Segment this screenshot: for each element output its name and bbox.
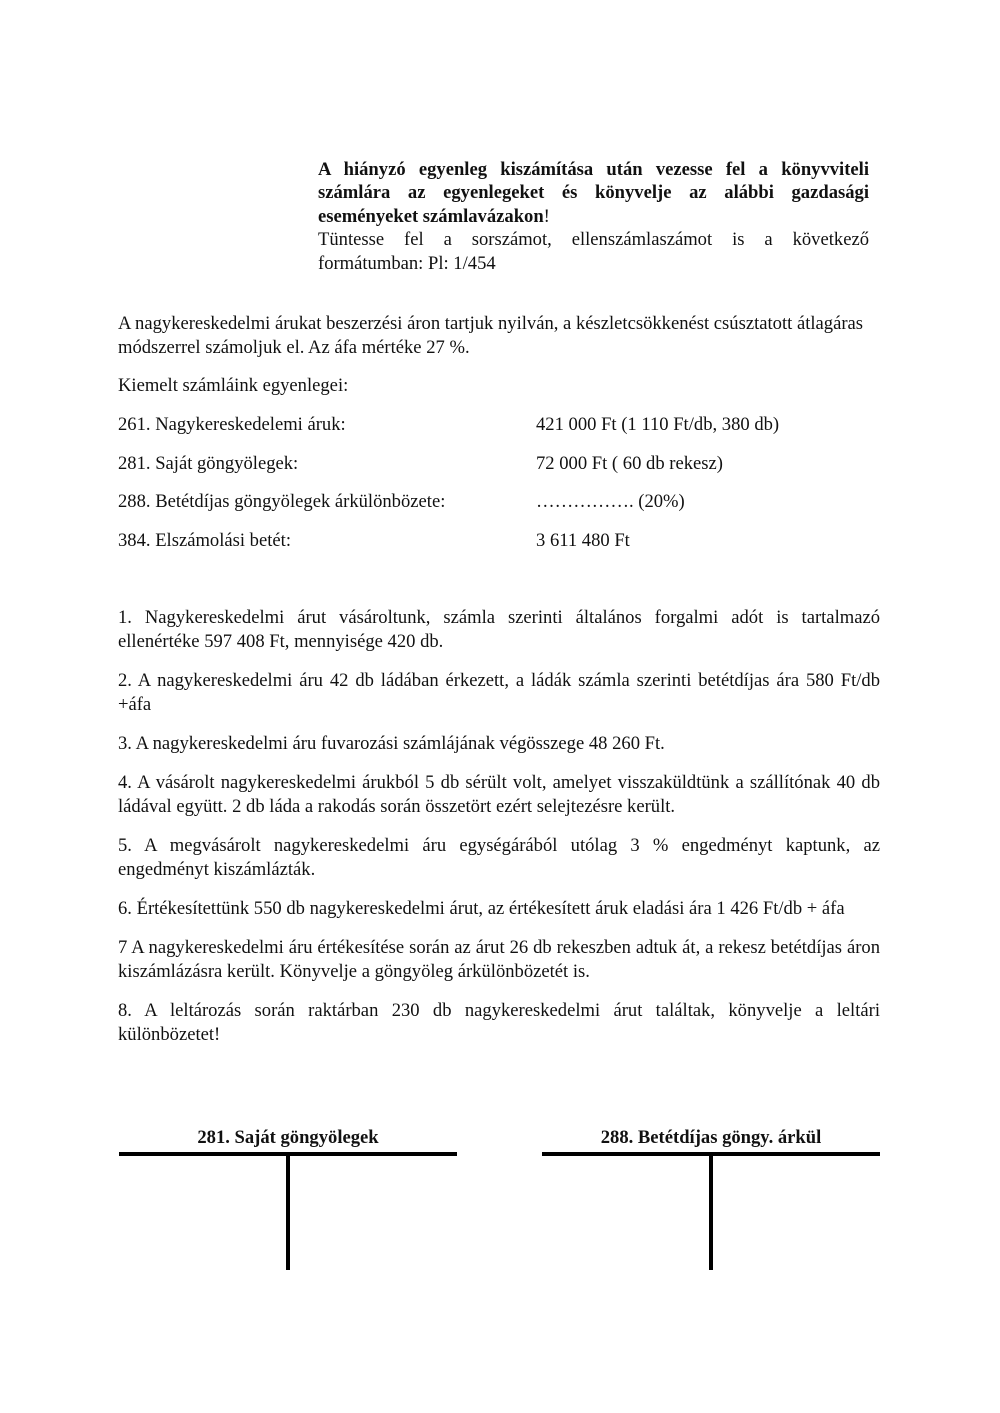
balance-account: 384. Elszámolási betét: — [118, 530, 291, 551]
balance-row — [118, 529, 878, 553]
t-account-title: 281. Saját göngyölegek — [197, 1127, 379, 1148]
event-item-5: 5. A megvásárolt nagykereskedelmi áru egységárából utólag 3 % engedményt kaptunk, az engedményt kiszámlázták. — [118, 835, 880, 880]
intro-paragraph — [118, 312, 888, 360]
event-item-7: 7 A nagykereskedelmi áru értékesítése során az árut 26 db rekeszben adtuk át, a rekesz betétdíjas áron kiszámlázásra került. Könyvelje a göngyöleg árkülönbözetét is. — [118, 937, 880, 982]
balance-account: 288. Betétdíjas göngyölegek árkülönbözete: — [118, 491, 446, 512]
instructions-bold-text: A hiányzó egyenleg kiszámítása után vezesse fel a könyvviteli számlára az egyenlegeket és könyvelje az alábbi gazdasági eseményeket számlavázakon — [318, 159, 869, 227]
event-item-2: 2. A nagykereskedelmi áru 42 db ládában érkezett, a ládák számla szerinti betétdíjas ára 580 Ft/db +áfa — [118, 670, 880, 715]
t-account-281 — [119, 1126, 457, 1272]
balance-row — [118, 452, 878, 476]
t-account-title: 288. Betétdíjas göngy. árkül — [600, 1127, 822, 1148]
event-item-6: 6. Értékesítettünk 550 db nagykereskedelmi árut, az értékesített áruk eladási ára 1 426 Ft/db + áfa — [118, 898, 845, 919]
balance-account: 261. Nagykereskedelemi áruk: — [118, 414, 346, 435]
instructions-format-note: Tüntesse fel a sorszámot, ellenszámlaszámot is a következő formátumban: Pl: 1/454 — [318, 229, 869, 274]
intro-text: A nagykereskedelmi árukat beszerzési áron tartjuk nyilván, a készletcsökkenést csúsztatott átlagáras módszerrel számoljuk el. Az áfa mértéke 27 %. — [118, 313, 864, 358]
t-account-vertical-line — [709, 1152, 713, 1270]
instructions-task — [318, 158, 869, 228]
event-item-8: 8. A leltározás során raktárban 230 db nagykereskedelmi árut találtak, könyvelje a leltári különbözetet! — [118, 1000, 880, 1045]
balance-value: 421 000 Ft (1 110 Ft/db, 380 db) — [536, 414, 780, 435]
t-account-288 — [542, 1126, 880, 1272]
balance-value: 3 611 480 Ft — [536, 530, 630, 551]
balance-value-missing: ……………. (20%) — [536, 491, 685, 512]
balance-row — [118, 413, 878, 437]
balances-title: Kiemelt számláink egyenlegei: — [118, 375, 349, 396]
event-item-3: 3. A nagykereskedelmi áru fuvarozási számlájának végösszege 48 260 Ft. — [118, 733, 665, 754]
event-item-4: 4. A vásárolt nagykereskedelmi árukból 5 db sérült volt, amelyet visszaküldtünk a szállítónak 40 db ládával együtt. 2 db láda a rakodás során összetört ezért selejtezésre került. — [118, 772, 880, 817]
balance-value: 72 000 Ft ( 60 db rekesz) — [536, 453, 723, 474]
event-item-1: 1. Nagykereskedelmi árut vásároltunk, számla szerinti általános forgalmi adót is tartalmazó ellenértéke 597 408 Ft, mennyisége 420 db. — [118, 607, 880, 652]
instructions-block — [318, 158, 869, 275]
economic-events-list — [118, 606, 880, 1062]
balance-row — [118, 490, 878, 514]
balance-account: 281. Saját göngyölegek: — [118, 453, 299, 474]
instructions-exclamation: ! — [543, 205, 550, 227]
t-account-vertical-line — [286, 1152, 290, 1270]
